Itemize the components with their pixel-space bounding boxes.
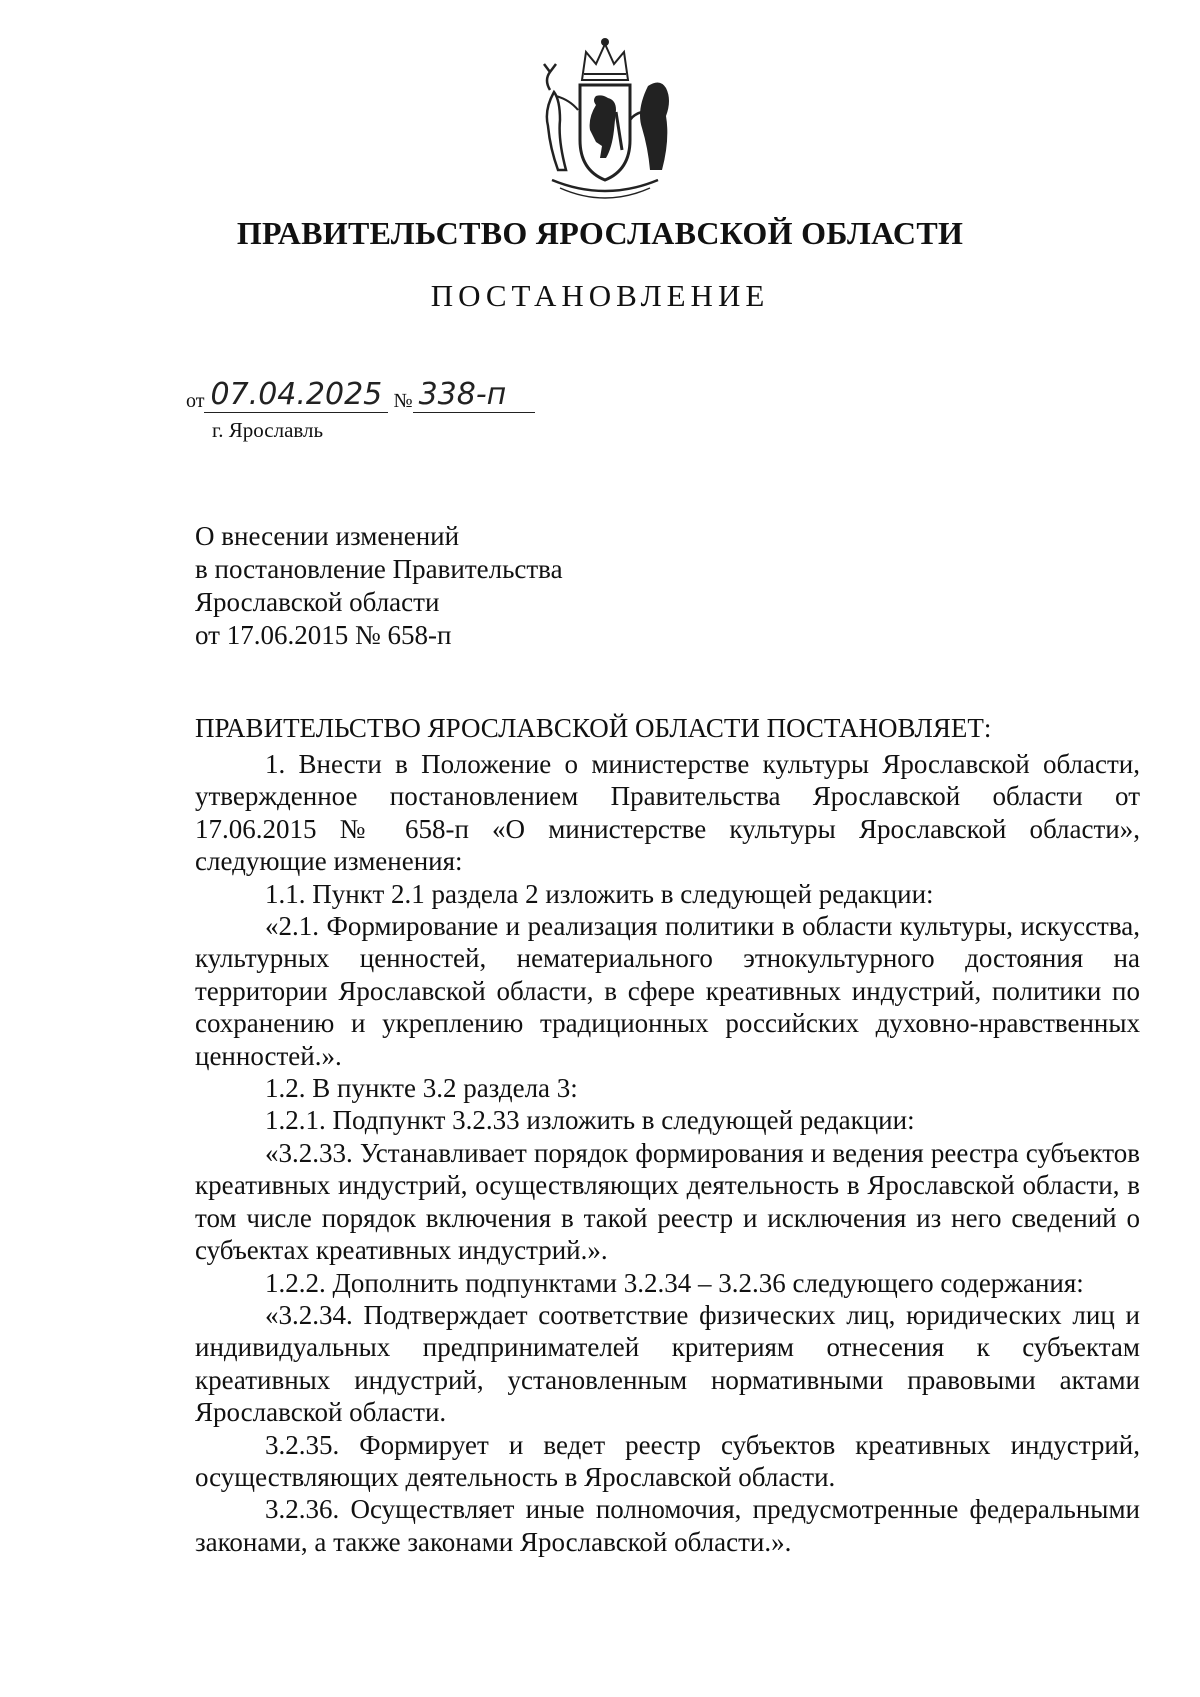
paragraph: «3.2.34. Подтверждает соответствие физических лиц, юридических лиц и индивидуальных предпринимателей критериям отнесения к субъектам креативных индустрий, установленным нормативными правовыми актами Ярославской области.: [195, 1299, 1140, 1428]
paragraph: 1.1. Пункт 2.1 раздела 2 изложить в следующей редакции:: [265, 878, 934, 909]
paragraph: 1.2.1. Подпункт 3.2.33 изложить в следующей редакции:: [265, 1105, 915, 1136]
paragraph: 3.2.35. Формирует и ведет реестр субъектов креативных индустрий, осуществляющих деятельность в Ярославской области.: [195, 1429, 1140, 1492]
paragraph: 1.2. В пункте 3.2 раздела 3:: [265, 1073, 578, 1104]
registration-line: [186, 378, 535, 413]
document-type: ПОСТАНОВЛЕНИЕ: [430, 278, 770, 313]
paragraph: 3.2.36. Осуществляет иные полномочия, предусмотренные федеральными законами, а также законами Ярославской области.».: [195, 1494, 1140, 1557]
paragraph: 1. Внести в Положение о министерстве культуры Ярославской области, утвержденное постановлением Правительства Ярославской области от 17.06.2015 № 658-п «О министерстве культуры Ярославской области», следующие изменения:: [195, 749, 1140, 877]
document-subject: [195, 520, 563, 652]
paragraph: «2.1. Формирование и реализация политики в области культуры, искусства, культурных ценностей, нематериального этнокультурного достояния на территории Ярославской области, в сфере креативных индустрий, политики по сохранению и укреплению традиционных российских духовно-нравственных ценностей.».: [195, 911, 1140, 1071]
subject-line: О внесении изменений: [195, 521, 460, 551]
number-value: 338-п: [413, 378, 535, 413]
document-body: [195, 748, 1140, 1558]
subject-line: Ярославской области: [195, 587, 440, 617]
number-label: №: [393, 390, 413, 412]
date-value: 07.04.2025: [204, 378, 388, 413]
date-label: от: [186, 390, 205, 412]
coat-of-arms-icon: [530, 30, 680, 210]
decree-heading: ПРАВИТЕЛЬСТВО ЯРОСЛАВСКОЙ ОБЛАСТИ ПОСТАНОВЛЯЕТ:: [195, 713, 992, 743]
subject-line: в постановление Правительства: [195, 554, 563, 584]
paragraph: 1.2.2. Дополнить подпунктами 3.2.34 – 3.2.36 следующего содержания:: [265, 1267, 1084, 1298]
organization-title: ПРАВИТЕЛЬСТВО ЯРОСЛАВСКОЙ ОБЛАСТИ: [236, 215, 964, 251]
paragraph: «3.2.33. Устанавливает порядок формирования и ведения реестра субъектов креативных индустрий, осуществляющих деятельность в Ярославской области, в том числе порядок включения в такой реестр и исключения из него сведений о субъектах креативных индустрий.».: [195, 1137, 1140, 1266]
city: г. Ярославль: [212, 418, 324, 442]
subject-line: от 17.06.2015 № 658-п: [195, 620, 452, 650]
